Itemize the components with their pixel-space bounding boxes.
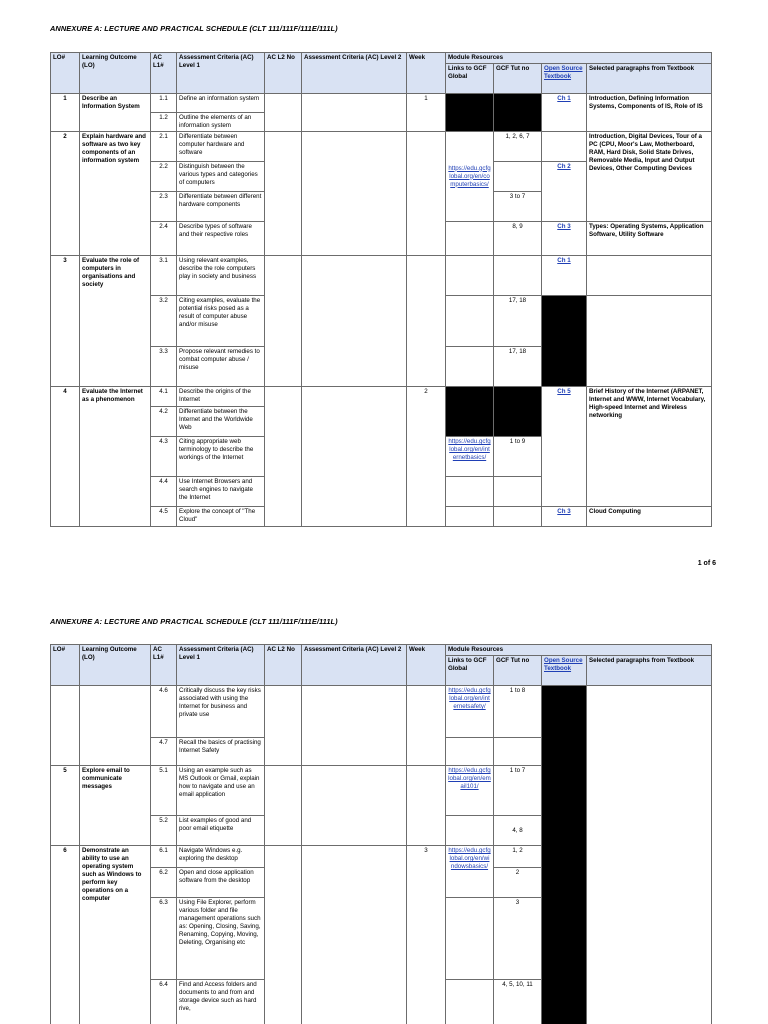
learning-outcome: Explain hardware and software as two key components of an information system [80, 132, 151, 256]
table-header [51, 53, 712, 94]
gcf-link[interactable]: https://edu.gcfglobal.org/en/internetbasics/ [448, 438, 491, 462]
col-links-gcf: Links to GCF Global [446, 656, 494, 686]
gcf-link[interactable]: https://edu.gcfglobal.org/en/computerbasics/ [448, 164, 491, 188]
lo-number: 1 [51, 94, 80, 132]
learning-outcome: Evaluate the role of computers in organisations and society [80, 256, 151, 387]
tut-cell: 4, 5, 10, 11 [494, 980, 542, 1024]
week-cell: 2 [407, 387, 446, 527]
ac-criteria: Citing examples, evaluate the potential risks posed as a result of computer abuse and/or misuse [177, 296, 265, 347]
gcf-link-cell[interactable] [446, 766, 494, 816]
col-lo: LO# [51, 53, 80, 94]
ac-criteria: Use Internet Browsers and search engines to navigate the Internet [177, 477, 265, 507]
ac-l2-criteria-cell [302, 766, 407, 846]
chapter-cell[interactable] [542, 507, 587, 527]
gcf-link-cell[interactable] [446, 132, 494, 222]
ac-criteria: Using relevant examples, describe the role computers play in society and business [177, 256, 265, 296]
learning-outcome: Describe an Information System [80, 94, 151, 132]
ac-l2-criteria-cell [302, 686, 407, 766]
tut-cell: 1, 2, 6, 7 [494, 132, 542, 162]
week-cell: 3 [407, 846, 446, 1024]
redacted-cell [446, 94, 494, 132]
redacted-cell [542, 686, 587, 1024]
ac-number: 4.1 [151, 387, 177, 407]
week-cell [407, 766, 446, 846]
col-ac-l1: AC L1# [151, 53, 177, 94]
col-links-gcf: Links to GCF Global [446, 64, 494, 94]
gcf-link-cell [446, 256, 494, 296]
annexure-title: ANNEXURE A: LECTURE AND PRACTICAL SCHEDULE (CLT 111/111F/111E/111L) [50, 24, 338, 33]
table-header [51, 645, 712, 686]
ac-criteria: Critically discuss the key risks associated with using the Internet for business and private use [177, 686, 265, 738]
tut-cell: 1, 2 [494, 846, 542, 868]
col-gcf-tut: GCF Tut no [494, 64, 542, 94]
gcf-link-cell [446, 898, 494, 980]
tut-cell [494, 162, 542, 192]
col-ac-l1: AC L1# [151, 645, 177, 686]
chapter-link[interactable]: Ch 5 [557, 388, 571, 396]
gcf-link-cell [446, 980, 494, 1024]
table-row [51, 686, 712, 738]
lo-number: 5 [51, 766, 80, 846]
redacted-cell [494, 387, 542, 437]
ac-l2-criteria-cell [302, 387, 407, 527]
tut-cell: 8, 9 [494, 222, 542, 256]
ac-criteria: Navigate Windows e.g. exploring the desktop [177, 846, 265, 868]
col-selected-paragraphs: Selected paragraphs from Textbook [587, 64, 712, 94]
ac-number: 2.2 [151, 162, 177, 192]
paragraphs-cell: Cloud Computing [587, 507, 712, 527]
ac-number: 4.7 [151, 738, 177, 766]
paragraphs-cell: Introduction, Defining Information Systems, Components of IS, Role of IS [587, 94, 712, 132]
tut-cell: 1 to 9 [494, 437, 542, 477]
ac-criteria: Using an example such as MS Outlook or Gmail, explain how to navigate and use an email application [177, 766, 265, 816]
learning-outcome: Evaluate the Internet as a phenomenon [80, 387, 151, 527]
ac-criteria: Outline the elements of an information system [177, 113, 265, 132]
tut-cell [494, 738, 542, 766]
ac-criteria: Distinguish between the various types and categories of computers [177, 162, 265, 192]
chapter-cell[interactable] [542, 256, 587, 296]
tut-cell: 3 [494, 898, 542, 980]
col-ac-criteria-l2: Assessment Criteria (AC) Level 2 [302, 53, 407, 94]
ac-number: 4.3 [151, 437, 177, 477]
ac-criteria: Differentiate between computer hardware and software [177, 132, 265, 162]
tut-cell: 1 to 7 [494, 766, 542, 816]
paragraphs-cell: Types: Operating Systems, Application Software, Utility Software [587, 222, 712, 256]
ac-number: 4.4 [151, 477, 177, 507]
gcf-link[interactable]: https://edu.gcfglobal.org/en/email101/ [448, 767, 491, 791]
ac-criteria: Propose relevant remedies to combat computer abuse / misuse [177, 347, 265, 387]
annexure-title: ANNEXURE A: LECTURE AND PRACTICAL SCHEDULE (CLT 111/111F/111E/111L) [50, 617, 338, 626]
table-row [51, 94, 712, 113]
col-week: Week [407, 645, 446, 686]
ac-number: 1.1 [151, 94, 177, 113]
tut-cell: 2 [494, 868, 542, 898]
chapter-link[interactable]: Ch 1 [557, 257, 571, 265]
ac-criteria: Differentiate between the Internet and the Worldwide Web [177, 407, 265, 437]
col-ac-l2: AC L2 No [265, 645, 302, 686]
ac-number: 4.2 [151, 407, 177, 437]
redacted-cell [494, 94, 542, 132]
ac-number: 3.1 [151, 256, 177, 296]
col-lo: LO# [51, 645, 80, 686]
ac-l2-criteria-cell [302, 94, 407, 132]
tut-cell: 17, 18 [494, 347, 542, 387]
lo-number: 2 [51, 132, 80, 256]
ac-number: 6.4 [151, 980, 177, 1024]
chapter-cell[interactable] [542, 162, 587, 222]
ac-number: 6.2 [151, 868, 177, 898]
ac-l2-cell [265, 132, 302, 256]
ac-l2-cell [265, 94, 302, 132]
ac-number: 2.3 [151, 192, 177, 222]
tut-cell: 1 to 8 [494, 686, 542, 738]
ac-number: 1.2 [151, 113, 177, 132]
col-selected-paragraphs: Selected paragraphs from Textbook [587, 656, 712, 686]
chapter-link[interactable]: Ch 3 [557, 223, 571, 231]
col-module-resources: Module Resources [446, 53, 712, 64]
gcf-link-cell[interactable] [446, 846, 494, 898]
gcf-link-cell [446, 738, 494, 766]
ac-criteria: Define an information system [177, 94, 265, 113]
ac-l2-criteria-cell [302, 256, 407, 387]
tut-cell [494, 507, 542, 527]
gcf-link[interactable]: https://edu.gcfglobal.org/en/windowsbasics/ [448, 847, 491, 871]
ac-l2-cell [265, 686, 302, 766]
ac-criteria: Recall the basics of practising Internet Safety [177, 738, 265, 766]
paragraphs-cell: Brief History of the Internet (ARPANET, Internet and WWW, Internet Vocabulary, High-speed Internet and Wireless networking [587, 387, 712, 507]
paragraphs-cell [587, 686, 712, 1024]
gcf-link-cell [446, 222, 494, 256]
learning-outcome [80, 686, 151, 766]
table-row [51, 132, 712, 162]
tut-cell [494, 477, 542, 507]
col-ac-criteria-l1: Assessment Criteria (AC) Level 1 [177, 53, 265, 94]
chapter-link[interactable]: Ch 3 [557, 508, 571, 516]
chapter-cell [542, 132, 587, 162]
lo-number: 4 [51, 387, 80, 527]
tut-cell: 17, 18 [494, 296, 542, 347]
chapter-link[interactable]: Ch 1 [557, 95, 571, 103]
open-source-link[interactable]: Open Source Textbook [544, 657, 583, 673]
ac-criteria: Describe the origins of the Internet [177, 387, 265, 407]
col-open-source[interactable] [542, 656, 587, 686]
ac-criteria: Open and close application software from the desktop [177, 868, 265, 898]
ac-criteria: Using File Explorer, perform various folder and file management operations such as: Opening, Closing, Saving, Renaming, Copying, Moving, Deleting, Organising etc [177, 898, 265, 980]
ac-number: 4.5 [151, 507, 177, 527]
week-cell [407, 132, 446, 256]
ac-number: 6.1 [151, 846, 177, 868]
lo-number [51, 686, 80, 766]
chapter-cell[interactable] [542, 94, 587, 132]
week-cell [407, 256, 446, 387]
chapter-cell[interactable] [542, 387, 587, 507]
ac-number: 4.6 [151, 686, 177, 738]
schedule-table [50, 644, 712, 1024]
learning-outcome: Demonstrate an ability to use an operating system such as Windows to perform key operations on a computer [80, 846, 151, 1024]
paragraphs-cell: Introduction, Digital Devices, Tour of a PC (CPU, Moor's Law, Motherboard, RAM, Hard Disk, Solid State Drives, Removable Media, Input and Output Devices, Other Computing Devices [587, 132, 712, 222]
ac-number: 2.1 [151, 132, 177, 162]
gcf-link-cell [446, 507, 494, 527]
col-learning-outcome: Learning Outcome (LO) [80, 53, 151, 94]
document-page-2 [0, 600, 768, 1024]
paragraphs-cell [587, 296, 712, 387]
tut-cell: 4, 8 [494, 816, 542, 846]
ac-criteria: Describe types of software and their respective roles [177, 222, 265, 256]
ac-l2-cell [265, 256, 302, 387]
col-ac-criteria-l2: Assessment Criteria (AC) Level 2 [302, 645, 407, 686]
learning-outcome: Explore email to communicate messages [80, 766, 151, 846]
week-cell [407, 686, 446, 766]
tut-cell [494, 256, 542, 296]
ac-number: 5.2 [151, 816, 177, 846]
lo-number: 3 [51, 256, 80, 387]
ac-criteria: Find and Access folders and documents to and from and storage device such as hard rive, [177, 980, 265, 1024]
schedule-table [50, 52, 712, 527]
ac-criteria: Explore the concept of "The Cloud" [177, 507, 265, 527]
chapter-link[interactable]: Ch 2 [557, 163, 571, 171]
tut-cell: 3 to 7 [494, 192, 542, 222]
ac-l2-criteria-cell [302, 846, 407, 1024]
gcf-link-cell [446, 816, 494, 846]
ac-criteria: Citing appropriate web terminology to describe the workings of the Internet [177, 437, 265, 477]
col-gcf-tut: GCF Tut no [494, 656, 542, 686]
gcf-link-cell[interactable] [446, 437, 494, 477]
ac-criteria: List examples of good and poor email etiquette [177, 816, 265, 846]
redacted-cell [446, 387, 494, 437]
table-row [51, 387, 712, 407]
col-week: Week [407, 53, 446, 94]
col-open-source[interactable] [542, 64, 587, 94]
lo-number: 6 [51, 846, 80, 1024]
ac-number: 6.3 [151, 898, 177, 980]
gcf-link-cell[interactable] [446, 686, 494, 738]
open-source-link[interactable]: Open Source Textbook [544, 65, 583, 81]
col-ac-l2: AC L2 No [265, 53, 302, 94]
chapter-cell[interactable] [542, 222, 587, 256]
paragraphs-cell [587, 256, 712, 296]
ac-l2-cell [265, 387, 302, 527]
ac-number: 3.3 [151, 347, 177, 387]
page-number: 1 of 6 [697, 560, 716, 567]
ac-l2-cell [265, 846, 302, 1024]
col-learning-outcome: Learning Outcome (LO) [80, 645, 151, 686]
gcf-link[interactable]: https://edu.gcfglobal.org/en/internetsafety/ [448, 687, 491, 711]
week-cell: 1 [407, 94, 446, 132]
table-row [51, 256, 712, 296]
ac-number: 5.1 [151, 766, 177, 816]
ac-criteria: Differentiate between different hardware components [177, 192, 265, 222]
redacted-cell [542, 296, 587, 387]
page-separator [0, 582, 768, 596]
ac-l2-criteria-cell [302, 132, 407, 256]
gcf-link-cell [446, 296, 494, 347]
gcf-link-cell [446, 477, 494, 507]
ac-number: 3.2 [151, 296, 177, 347]
ac-l2-cell [265, 766, 302, 846]
col-module-resources: Module Resources [446, 645, 712, 656]
ac-number: 2.4 [151, 222, 177, 256]
col-ac-criteria-l1: Assessment Criteria (AC) Level 1 [177, 645, 265, 686]
gcf-link-cell [446, 347, 494, 387]
